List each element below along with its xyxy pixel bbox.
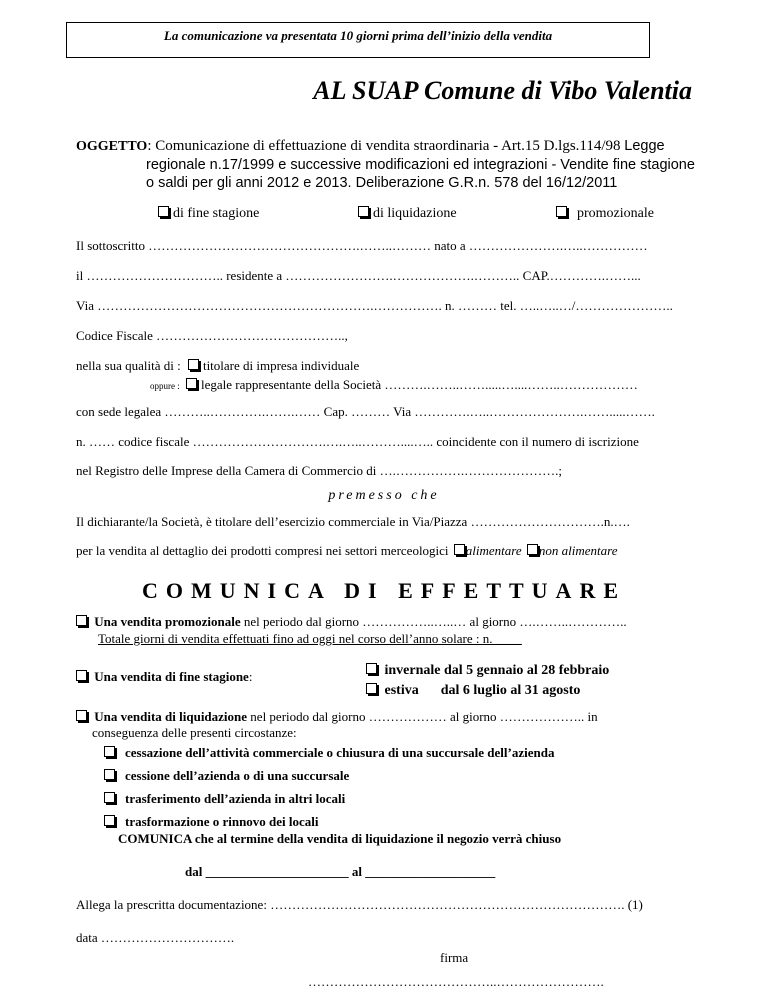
oggetto-label: OGGETTO	[76, 139, 148, 154]
oggetto-line3: o saldi per gli anni 2012 e 2013. Deliberazione G.R.n. 578 del 16/12/2011	[146, 175, 618, 191]
checkbox-icon[interactable]	[76, 615, 87, 626]
codice-fiscale-line[interactable]: Codice Fiscale ……………………………………..,	[76, 328, 348, 343]
fine-stagione-label: Una vendita di fine stagione	[94, 669, 249, 684]
reason-trasformazione[interactable]: trasformazione o rinnovo dei locali	[104, 814, 319, 830]
oggetto-line2: regionale n.17/1999 e successive modificazioni ed integrazioni - Vendite fine stagione	[146, 157, 695, 173]
checkbox-icon[interactable]	[104, 746, 115, 757]
reason-trasferimento[interactable]: trasferimento dell’azienda in altri locali	[104, 791, 345, 807]
liquidazione-line	[76, 709, 598, 725]
checkbox-icon[interactable]	[556, 206, 567, 217]
checkbox-icon[interactable]	[527, 544, 538, 555]
conseguenza-line: conseguenza delle presenti circostanze:	[92, 725, 297, 740]
checkbox-icon[interactable]	[366, 683, 377, 694]
qualita-line	[76, 358, 359, 374]
checkbox-icon[interactable]	[188, 359, 199, 370]
promo-line	[76, 614, 627, 630]
oggetto-section: OGGETTO: Comunicazione di effettuazione di vendita straordinaria - Art.15 D.lgs.114/98 Legge regionale n.17/1999 e successive modificazioni ed integrazioni - Vendite fine stagione o saldi per gli anni 2012 e 2013. Deliberazione G.R.n. 578 del 16/12/2011	[76, 137, 708, 192]
residente-line[interactable]: il ………………………….. residente a …………………….……………….……….. CAP.………….……...	[76, 268, 641, 283]
liquidazione-label: Una vendita di liquidazione	[94, 709, 248, 724]
comunica-heading: COMUNICA DI EFFETTUARE	[141, 578, 627, 603]
checkbox-icon[interactable]	[186, 378, 197, 389]
reason-cessazione[interactable]: cessazione dell’attività commerciale o chiusura di una succursale dell’azienda	[104, 745, 554, 761]
qualita-label: nella sua qualità di :	[76, 358, 181, 373]
data-line[interactable]: data ………………………….	[76, 930, 235, 945]
registro-line[interactable]: nel Registro delle Imprese della Camera di Commercio di ….…………….………………….;	[76, 463, 562, 478]
sede-line[interactable]: con sede legalea ………..………….…….…… Cap. ……… Via ………….…..………………….…….....…….	[76, 404, 655, 419]
reason-cessione[interactable]: cessione dell’azienda o di una succursale	[104, 768, 349, 784]
alimentare-label: alimentare	[465, 543, 522, 558]
firma-line[interactable]: ……………………………………..…………………….	[308, 974, 604, 989]
checkbox-icon[interactable]	[366, 663, 377, 674]
settori-line: per la vendita al dettaglio dei prodotti compresi nei settori merceologici alimentare non alimentare	[76, 543, 618, 558]
estiva-option[interactable]: estiva dal 6 luglio al 31 agosto	[366, 683, 580, 699]
legale-label[interactable]: legale rappresentante della Società ……….……..…….....…....……..………………	[201, 377, 638, 392]
comunica-chiuso: COMUNICA che al termine della vendita di liquidazione il negozio verrà chiuso	[118, 831, 562, 846]
via-line[interactable]: Via ……………………………………………………….……………. n. ……… tel. …..…..…/…………………..	[76, 298, 673, 313]
allega-line[interactable]: Allega la prescritta documentazione: ………………………………………………………………………. (1)	[76, 897, 643, 912]
sottoscritto-line[interactable]: Il sottoscritto ………………………………………….……..……… nato a ………………….…..……………	[76, 238, 648, 253]
type-fine-stagione[interactable]: di fine stagione	[158, 206, 259, 222]
checkbox-icon[interactable]	[104, 815, 115, 826]
fine-stagione-line: Una vendita di fine stagione:	[76, 669, 252, 685]
promo-totale: Totale giorni di vendita effettuati fino ad oggi nel corso dell’anno solare : n. ____	[98, 631, 522, 646]
header-note: La comunicazione va presentata 10 giorni prima dell’inizio della vendita	[163, 28, 553, 43]
header-note-box	[66, 22, 650, 58]
legale-line	[150, 377, 638, 393]
promo-label: Una vendita promozionale	[94, 614, 241, 629]
oggetto-line1-legge: Legge	[624, 138, 665, 154]
checkbox-icon[interactable]	[76, 710, 87, 721]
oggetto-line1: Comunicazione di effettuazione di vendita straordinaria - Art.15 D.lgs.114/98	[155, 138, 621, 154]
checkbox-icon[interactable]	[358, 206, 369, 217]
non-alimentare-label: non alimentare	[538, 543, 618, 558]
type-liquidazione[interactable]: di liquidazione	[358, 206, 457, 222]
titolare-label: titolare di impresa individuale	[202, 358, 360, 373]
dal-al-line[interactable]: dal ______________________ al ____________________	[185, 864, 496, 879]
checkbox-icon[interactable]	[76, 670, 87, 681]
checkbox-icon[interactable]	[158, 206, 169, 217]
dichiarante-line[interactable]: Il dichiarante/la Società, è titolare dell’esercizio commerciale in Via/Piazza ………………………….n.….	[76, 514, 630, 529]
promo-period[interactable]: nel periodo dal giorno ……………..…..… al giorno ….……..…………..	[243, 614, 627, 629]
firma-label: firma	[440, 950, 469, 965]
oppure-label: oppure :	[150, 381, 180, 391]
page-title: AL SUAP Comune di Vibo Valentia	[313, 76, 692, 105]
checkbox-icon[interactable]	[104, 769, 115, 780]
invernale-option[interactable]: invernale dal 5 gennaio al 28 febbraio	[366, 663, 609, 679]
type-promozionale[interactable]: promozionale	[556, 206, 654, 222]
premesso-heading: premesso che	[328, 488, 440, 503]
liquidazione-period[interactable]: nel periodo dal giorno ……………… al giorno ……………….. in	[250, 709, 598, 724]
n-codice-line[interactable]: n. …… codice fiscale ………………………….….…..………....….. coincidente con il numero di iscrizione	[76, 434, 639, 449]
checkbox-icon[interactable]	[454, 544, 465, 555]
checkbox-icon[interactable]	[104, 792, 115, 803]
